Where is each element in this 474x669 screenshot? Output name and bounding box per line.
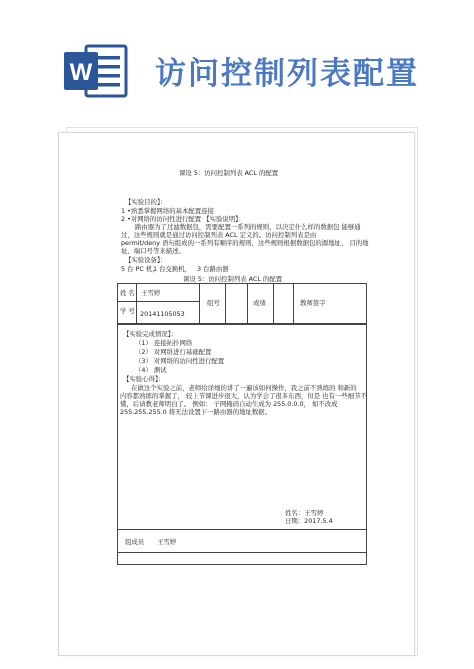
completion-heading: 【实验完成情况】： [123, 330, 178, 338]
member-value: 王雪婷 [157, 538, 177, 546]
group-label: 组号 [207, 299, 220, 307]
signature-date: 日期：2017.5.4 [285, 517, 333, 525]
document-title: 课设 5：访问控制列表 ACL 的配置 [179, 169, 279, 177]
word-document-icon [60, 40, 130, 102]
page-title: 访问控制列表配置 [155, 56, 419, 92]
document-page [58, 132, 415, 656]
equipment-heading: 【实验设备】： [125, 256, 167, 264]
student-id-value: 20141105053 [140, 310, 185, 318]
description-line: 过，这些规则就是通过访问控制列表 ACL 定义的。访问控制列表是由 [121, 231, 317, 239]
completion-item: （2） 对网络进行基础配置 [135, 348, 212, 356]
score-label: 成绩 [253, 299, 266, 307]
signature-name: 姓名：王雪婷 [285, 509, 324, 517]
experience-line: 懂，后请教老师明白了。 例如： 子网掩码自动生成为 255.0.0.0， 如不改成 [120, 400, 338, 408]
completion-item: （4） 测试 [135, 366, 167, 374]
table-title: 课设 5：访问控制列表 ACL 的配置 [183, 275, 283, 283]
purpose-heading: 【实验目的】： [125, 198, 167, 206]
teacher-signature-label: 教师签字 [300, 299, 326, 307]
member-label: 组成员 [125, 538, 145, 546]
name-value: 王雪婷 [141, 289, 161, 297]
equipment-router: 3 台路由器 [197, 265, 229, 273]
student-id-label: 学 号 [120, 307, 135, 315]
purpose-item: 1 •熟悉掌握网络的基本配置连接 [121, 207, 214, 215]
experience-line: 在做这个实验之前，老师给详细的讲了一遍该如何操作，我之前不熟练的 和新的 [131, 384, 357, 392]
description-line: 路由器为了过滤数据包，需要配置一系列的规则，以决定什么样的数据包 能够通 [135, 223, 361, 231]
equipment-pc: 5 台 PC 机， [121, 265, 159, 273]
banner [0, 0, 474, 130]
name-label: 姓 名 [120, 289, 135, 297]
purpose-item: 2 •对网络的访问性进行配置 【实验说明】： [121, 215, 245, 223]
completion-item: （3） 对网络的访问性进行配置 [135, 357, 225, 365]
equipment-switch: 1 台交换机， [153, 265, 192, 273]
word-logo-letter: W [69, 59, 93, 86]
experience-line: 内容都熟练的掌握了， 较上节课进步很大，认为学会了很多东西，但是 也有一些细节不 [120, 392, 367, 400]
completion-item: （1） 连接拓扑网络 [135, 339, 193, 347]
description-line: permit/deny 语句组成的一系列有顺序的规则，这些规则根据数据包的源地址、 目的地 [121, 239, 369, 247]
experience-heading: 【实验心得】： [123, 375, 165, 383]
experience-line: 255.255.255.0 将无法设置下一路由器的地址数据。 [120, 408, 272, 416]
description-line: 址、端口号等来描述。 [121, 247, 185, 255]
